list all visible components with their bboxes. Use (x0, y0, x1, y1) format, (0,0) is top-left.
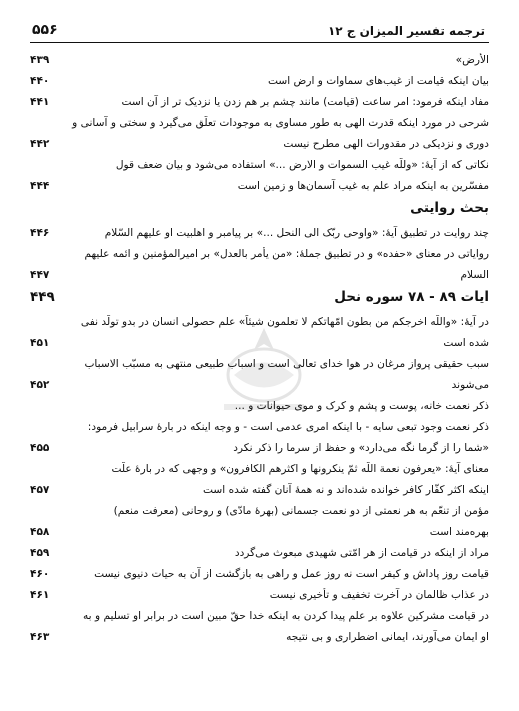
entry-page-number: ۴۶۳ (30, 631, 50, 643)
entry-text: دوری و نزدیکی در مقدورات الهی مطرح نیست (283, 138, 489, 150)
entry-text: بحث روایتی (410, 201, 489, 215)
toc-entry (28, 501, 489, 522)
entry-text: بیان اینکه قیامت از غیب‌های سماوات و ارض است (267, 75, 489, 87)
toc-entry (28, 459, 489, 480)
entry-page-number: ۴۳۹ (30, 54, 50, 66)
toc-entry (28, 438, 489, 459)
entry-text: آیات ۸۹ - ۷۸ سوره نحل (334, 290, 489, 304)
entry-page-number: ۴۵۷ (30, 484, 50, 496)
entry-page-number: ۴۴۴ (30, 180, 50, 192)
entry-page-number: ۴۵۲ (30, 379, 50, 391)
entry-page-number: ۴۶۱ (30, 589, 50, 601)
toc-entry (28, 606, 489, 627)
entry-text: شده است (443, 337, 489, 349)
entry-page-number: ۴۵۵ (30, 442, 50, 454)
page-number: ۵۵۶ (32, 22, 58, 38)
page-header (30, 22, 489, 44)
entry-text: السلام (460, 269, 489, 281)
entry-page-number: ۴۵۱ (30, 337, 50, 349)
entry-text: در عذاب ظالمان در آخرت تخفیف و تأخیری نیست (269, 589, 489, 601)
toc-entry (28, 223, 489, 244)
entry-text: روایاتی در معنای «حفده» و در تطبیق جملهٔ: «من یأمر بالعدل» بر امیرالمؤمنین و ائمه علیهم (84, 248, 489, 260)
toc-entry (28, 564, 489, 585)
toc-entry (28, 627, 489, 648)
entry-text: شرحی در مورد اینکه قدرت الهی به طور مساوی به موجودات تعلّق می‌گیرد و سختی و آسانی و (72, 117, 489, 129)
entry-text: سبب حقیقی پرواز مرغان در هوا خدای تعالی است و اسباب طبیعی منتهی به مسبّب الاسباب (84, 358, 489, 370)
entry-text: او ایمان می‌آورند، ایمانی اضطراری و بی نتیجه (286, 631, 489, 643)
toc-entry (28, 50, 489, 71)
entry-page-number: ۴۴۲ (30, 138, 50, 150)
toc-entry (28, 92, 489, 113)
entry-text: بهره‌مند است (429, 526, 489, 538)
entry-text: «شما را از گرما نگه می‌دارد» و حفظ از سرما را ذکر نکرد (233, 442, 489, 454)
running-title: ترجمه تفسیر المیزان ج ۱۲ (327, 24, 485, 38)
toc-entry (28, 113, 489, 134)
entry-page-number: ۴۴۶ (30, 227, 50, 239)
entry-page-number: ۴۶۰ (30, 568, 50, 580)
entry-page-number: ۴۵۸ (30, 526, 50, 538)
toc-entry (28, 265, 489, 286)
toc-entry (28, 244, 489, 265)
entry-text: مؤمن از تنعّم به هر نعمتی از دو نعمت جسمانی (بهرهٔ مادّی) و روحانی (معرفت منعم) (113, 505, 489, 517)
entry-page-number: ۴۵۹ (30, 547, 50, 559)
toc-entry (28, 543, 489, 564)
toc-entry (28, 312, 489, 333)
toc-entry (28, 134, 489, 155)
entry-page-number: ۴۴۹ (30, 289, 55, 305)
toc-entry (28, 71, 489, 92)
entry-page-number: ۴۴۱ (30, 96, 50, 108)
toc-entry (28, 522, 489, 543)
entry-text: اینکه اکثر کفّار کافر خوانده شده‌اند و نه همهٔ آنان گفته شده است (203, 484, 489, 496)
entry-page-number: ۴۴۰ (30, 75, 50, 87)
entry-text: ذکر نعمت وجود تبعی سایه - با اینکه امری عدمی است - و وجه اینکه در بارهٔ سرابیل فرمود: (87, 421, 489, 433)
entry-text: مفسّرین به اینکه مراد علم به غیب آسمان‌ها و زمین است (237, 180, 489, 192)
entry-page-number: ۴۴۷ (30, 269, 50, 281)
entry-text: الأرض» (455, 54, 489, 66)
toc-entry (28, 375, 489, 396)
toc-entry (28, 176, 489, 197)
entry-text: قیامت روز پاداش و کیفر است نه روز عمل و راهی به بازگشت از آن به حیات دنیوی نیست (94, 568, 489, 580)
section-heading (28, 286, 489, 312)
entry-text: معنای آیهٔ: «یعرفون نعمة اللّه ثمّ ینکرونها و اکثرهم الکافرون» و وجهی که در بارهٔ علّت (111, 463, 489, 475)
entry-text: در قیامت مشرکین علاوه بر علم پیدا کردن به اینکه خدا حقّ مبین است در برابر او تسلیم و به (82, 610, 489, 622)
toc-entry (28, 333, 489, 354)
entry-text: مفاد اینکه فرمود: امر ساعت (قیامت) مانند چشم بر هم زدن یا نزدیک تر از آن است (121, 96, 489, 108)
table-of-contents (28, 50, 489, 648)
toc-entry (28, 396, 489, 417)
entry-text: ذکر نعمت خانه، پوست و پشم و کرک و موی حیوانات و ... (234, 400, 489, 412)
entry-text: در آیهٔ: «واللّه اخرجکم من بطون امّهاتکم لا تعلمون شیئاً» علم حصولی انسان در بدو تولّد نفی (80, 316, 489, 328)
entry-text: چند روایت در تطبیق آیهٔ: «واوحی ربّک الی النحل ...» بر پیامبر و اهلبیت او علیهم السّلام (104, 227, 489, 239)
entry-text: مراد از اینکه در قیامت از هر امّتی شهیدی مبعوث می‌گردد (234, 547, 489, 559)
section-heading (28, 197, 489, 223)
toc-entry (28, 585, 489, 606)
header-rule (30, 42, 489, 43)
entry-text: نکاتی که از آیهٔ: «وللّه غیب السموات و الارض ...» استفاده می‌شود و بیان ضعف قول (115, 159, 489, 171)
toc-entry (28, 480, 489, 501)
toc-entry (28, 354, 489, 375)
entry-text: می‌شوند (451, 379, 489, 391)
toc-entry (28, 155, 489, 176)
toc-entry (28, 417, 489, 438)
